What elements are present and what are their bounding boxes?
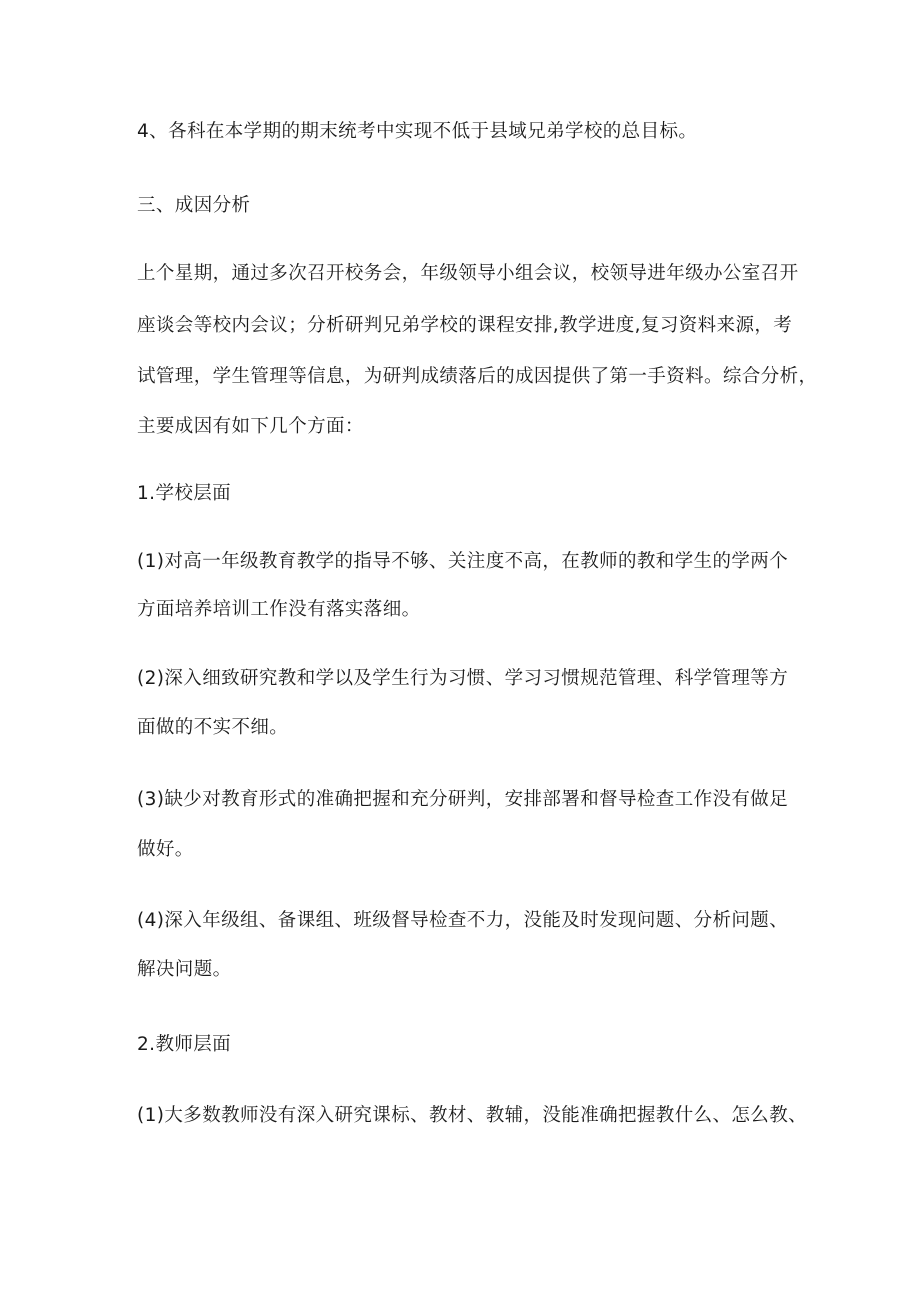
intro-line-3: 试管理，学生管理等信息，为研判成绩落后的成因提供了第一手资料。综合分析， (137, 366, 818, 387)
school-item-2-line-1: (2)深入细致研究教和学以及学生行为习惯、学习习惯规范管理、科学管理等方 (137, 668, 789, 689)
section-heading-cause-analysis: 三、成因分析 (137, 195, 251, 216)
school-level-heading: 1.学校层面 (137, 483, 232, 504)
school-item-4-line-2: 解决问题。 (137, 959, 232, 980)
teacher-level-heading: 2.教师层面 (137, 1034, 232, 1055)
school-item-3-line-1: (3)缺少对教育形式的准确把握和充分研判，安排部署和督导检查工作没有做足 (137, 789, 789, 810)
school-item-2-line-2: 面做的不实不细。 (137, 717, 289, 738)
goal-item-4: 4、各科在本学期的期末统考中实现不低于县域兄弟学校的总目标。 (137, 121, 698, 142)
intro-line-2: 座谈会等校内会议；分析研判兄弟学校的课程安排,教学进度,复习资料来源，考 (137, 315, 793, 336)
school-item-1-line-2: 方面培养培训工作没有落实落细。 (137, 599, 421, 620)
school-item-3-line-2: 做好。 (137, 839, 194, 860)
teacher-item-1-line-1: (1)大多数教师没有深入研究课标、教材、教辅，没能准确把握教什么、怎么教、 (137, 1105, 808, 1126)
intro-line-4: 主要成因有如下几个方面： (137, 416, 364, 437)
school-item-1-line-1: (1)对高一年级教育教学的指导不够、关注度不高，在教师的教和学生的学两个 (137, 551, 789, 572)
intro-line-1: 上个星期，通过多次召开校务会，年级领导小组会议，校领导进年级办公室召开 (137, 263, 799, 284)
school-item-4-line-1: (4)深入年级组、备课组、班级督导检查不力，没能及时发现问题、分析问题、 (137, 910, 789, 931)
